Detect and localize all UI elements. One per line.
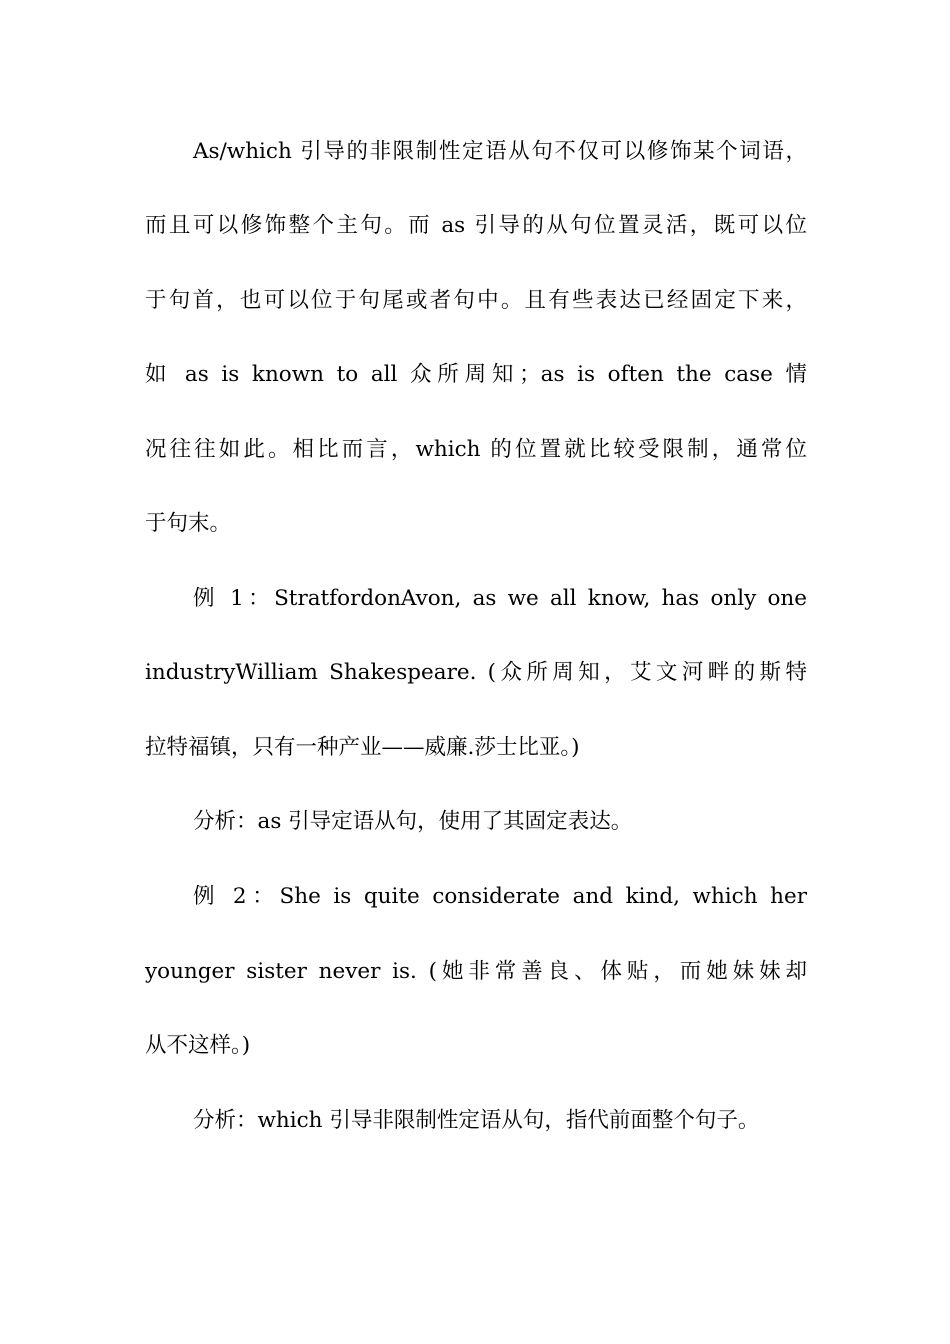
example-1-line-1: 例 1：StratfordonAvon, as we all know, has only one <box>193 586 807 611</box>
analysis-2: 分析：which 引导非限制性定语从句，指代前面整个句子。 <box>193 1108 760 1133</box>
example-1-line-3: 拉特福镇，只有一种产业——威廉.莎士比亚。) <box>145 735 580 760</box>
paragraph-1-line-4: 如 as is known to all 众所周知；as is often the case 情 <box>145 362 807 387</box>
example-1-line-2: industryWilliam Shakespeare. (众所周知，艾文河畔的斯特 <box>145 660 807 685</box>
example-2-line-1: 例 2：She is quite considerate and kind, which her <box>193 884 807 909</box>
analysis-1: 分析：as 引导定语从句，使用了其固定表达。 <box>193 809 633 834</box>
paragraph-1-line-1: As/which 引导的非限制性定语从句不仅可以修饰某个词语， <box>193 139 807 164</box>
paragraph-1-line-2: 而且可以修饰整个主句。而 as 引导的从句位置灵活，既可以位 <box>145 213 807 238</box>
example-2-line-3: 从不这样。) <box>145 1033 251 1058</box>
paragraph-1-line-5: 况往往如此。相比而言，which 的位置就比较受限制，通常位 <box>145 437 807 462</box>
paragraph-1-line-3: 于句首，也可以位于句尾或者句中。且有些表达已经固定下来， <box>145 288 807 313</box>
example-2-line-2: younger sister never is. (她非常善良、体贴，而她妹妹却 <box>145 959 807 984</box>
paragraph-1-line-6: 于句末。 <box>145 511 232 536</box>
